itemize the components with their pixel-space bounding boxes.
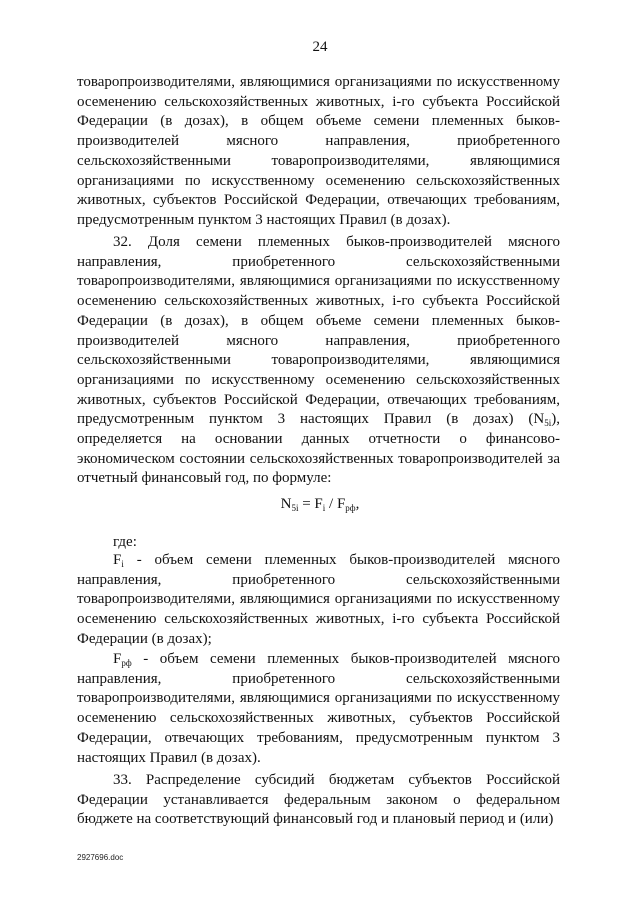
footer-doc-code: 2927696.doc xyxy=(77,853,124,862)
paragraph-32 xyxy=(77,233,560,489)
definition-frf-body: - объем семени племенных быков-производителей мясного направления, приобретенного сельскохозяйственными товаропроизводителями, являющимися организациями по искусственному осеменению сельскохозяйственных животных, субъектов Российской Федерации, отвечающих требованиям, предусмотренным пунктом 3 настоящих Правил (в дозах). xyxy=(77,651,560,766)
formula-lhs-subscript: 5i xyxy=(291,503,299,513)
where-label: где: xyxy=(113,534,137,550)
where-label-block xyxy=(77,533,560,553)
paragraph-32-text xyxy=(77,233,560,489)
definition-frf xyxy=(77,650,560,768)
definition-frf-symbol: $F_{рф}$ xyxy=(113,651,132,668)
paragraph-continuation xyxy=(77,73,560,231)
paragraph-32-subscript: 5i xyxy=(544,418,552,429)
formula-equals: = F xyxy=(298,496,323,512)
definition-fi xyxy=(77,551,560,650)
paragraph-33-text: 33. Распределение субсидий бюджетам субъектов Российской Федерации устанавливается федеральным законом о федеральном бюджете на соответствующий финансовый год и плановый период и (или) xyxy=(77,772,560,828)
page-number: 24 xyxy=(312,39,328,55)
paragraph-text: товаропроизводителями, являющимися организациями по искусственному осеменению сельскохозяйственных животных, i-го субъекта Российской Федерации (в дозах), в общем объеме семени племенных быков-производителей мясного направления, приобретенного сельскохозяйственными товаропроизводителями, являющимися организациями по искусственному осеменению сельскохозяйственных животных, субъектов Российской Федерации, отвечающих требованиям, предусмотренным пунктом 3 настоящих Правил (в дозах). xyxy=(77,74,560,228)
definition-frf-text xyxy=(77,650,560,768)
paragraph-33 xyxy=(77,771,560,830)
formula-mid-subscript: i xyxy=(322,503,326,513)
formula xyxy=(0,494,640,514)
formula-tail: , xyxy=(355,496,360,512)
paragraph-32-tail: ), определяется на основании данных отчетности о финансово-экономическом состоянии сельскохозяйственных товаропроизводителей за отчетный финансовый год, по формуле: xyxy=(77,411,560,487)
definition-fi-subscript: i xyxy=(121,559,124,569)
formula-slash: / F xyxy=(325,496,346,512)
formula-rhs-subscript: рф xyxy=(345,503,356,513)
paragraph-32-body: 32. Доля семени племенных быков-производителей мясного направления, приобретенного сельскохозяйственными товаропроизводителями, являющимися организациями по искусственному осеменению сельскохозяйственных животных, i-го субъекта Российской Федерации (в дозах), в общем объеме семени племенных быков-производителей мясного направления, приобретенного сельскохозяйственными товаропроизводителями, являющимися организациями по искусственному осеменению сельскохозяйственных животных, субъектов Российской Федерации, отвечающих требованиям, предусмотренным пунктом 3 настоящих Правил (в дозах) (N xyxy=(77,234,560,428)
definition-fi-symbol: $F_i$ xyxy=(113,552,124,569)
definition-fi-body: - объем семени племенных быков-производителей мясного направления, приобретенного сельскохозяйственными товаропроизводителями, являющимися организациями по искусственному осеменению сельскохозяйственных животных, i-го субъекта Российской Федерации (в дозах); xyxy=(77,552,560,647)
formula-lhs: N xyxy=(280,496,292,512)
definition-fi-text xyxy=(77,551,560,650)
definition-frf-subscript: рф xyxy=(121,658,132,668)
